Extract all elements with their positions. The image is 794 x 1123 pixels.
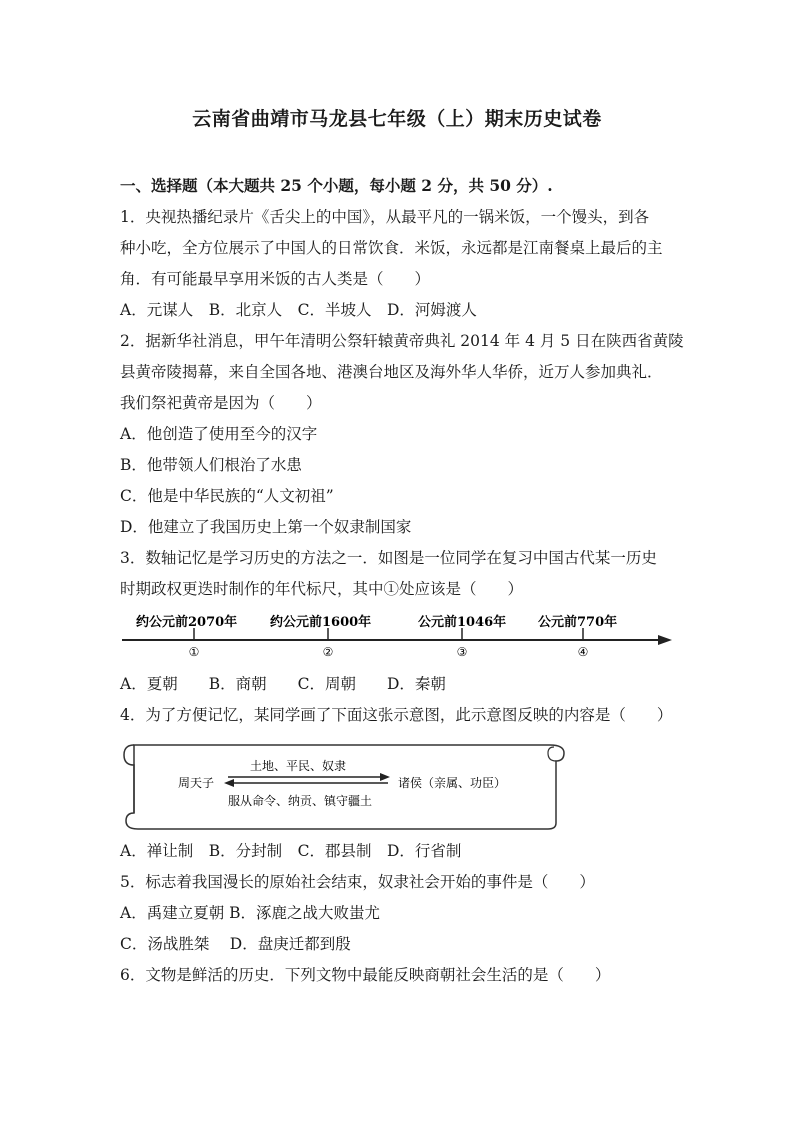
q3-options: A．夏朝 B．商朝 C．周朝 D．秦朝	[120, 675, 446, 693]
q3-line-1: 3．数轴记忆是学习历史的方法之一．如图是一位同学在复习中国古代某一历史	[120, 549, 657, 567]
q1-line-2: 种小吃，全方位展示了中国人的日常饮食．米饭，永远都是江南餐桌上最后的主	[120, 239, 663, 257]
q2-option-b: B．他带领人们根治了水患	[120, 456, 302, 474]
timeline-figure	[120, 604, 676, 664]
q2-line-3: 我们祭祀黄帝是因为（ ）	[120, 394, 322, 412]
diagram-right-label: 诸侯（亲属、功臣）	[398, 776, 507, 790]
scroll-left-curl	[124, 745, 134, 813]
q2-option-a: A．他创造了使用至今的汉字	[120, 425, 318, 443]
exam-title: 云南省曲靖市马龙县七年级（上）期末历史试卷	[192, 108, 602, 130]
scroll-diagram	[120, 737, 570, 833]
q1-line-3: 角．有可能最早享用米饭的古人类是（ ）	[120, 270, 431, 288]
timeline-arrow-icon	[658, 635, 672, 645]
diagram-bottom-label: 服从命令、纳贡、镇守疆土	[228, 794, 373, 808]
q1-options: A．元谋人 B．北京人 C．半坡人 D．河姆渡人	[120, 301, 477, 319]
q6-line: 6．文物是鲜活的历史．下列文物中最能反映商朝社会生活的是（ ）	[120, 966, 611, 984]
timeline-label-2: 约公元前1600年	[270, 615, 372, 630]
q5-options-1: A．禹建立夏朝 B．涿鹿之战大败蚩尤	[120, 904, 381, 922]
q5-options-2: C．汤战胜桀 D．盘庚迁都到殷	[120, 935, 351, 953]
timeline-marker-3: ③	[456, 645, 468, 659]
timeline-label-3: 公元前1046年	[418, 615, 507, 630]
q2-option-d: D．他建立了我国历史上第一个奴隶制国家	[120, 518, 412, 536]
timeline-label-1: 约公元前2070年	[136, 615, 238, 630]
section-heading: 一、选择题（本大题共 25 个小题，每小题 2 分，共 50 分）.	[120, 176, 553, 195]
q2-line-1: 2．据新华社消息，甲午年清明公祭轩辕黄帝典礼 2014 年 4 月 5 日在陕西省黄陵	[120, 332, 684, 350]
q4-options: A．禅让制 B．分封制 C．郡县制 D．行省制	[120, 842, 462, 860]
timeline-marker-2: ②	[322, 645, 334, 659]
q5-line: 5．标志着我国漫长的原始社会结束，奴隶社会开始的事件是（ ）	[120, 873, 595, 891]
q4-line: 4．为了方便记忆，某同学画了下面这张示意图，此示意图反映的内容是（ ）	[120, 706, 673, 724]
timeline-marker-4: ④	[577, 645, 589, 659]
q3-line-2: 时期政权更迭时制作的年代标尺，其中①处应该是（ ）	[120, 580, 524, 598]
timeline-marker-1: ①	[188, 645, 200, 659]
diagram-left-label: 周天子	[178, 776, 215, 790]
q2-option-c: C．他是中华民族的“人文初祖”	[120, 487, 334, 505]
q2-line-2: 县黄帝陵揭幕，来自全国各地、港澳台地区及海外华人华侨，近万人参加典礼．	[120, 363, 663, 381]
q1-line-1: 1．央视热播纪录片《舌尖上的中国》，从最平凡的一锅米饭，一个馒头，到各	[120, 208, 650, 226]
timeline-label-4: 公元前770年	[538, 615, 618, 630]
diagram-top-label: 土地、平民、奴隶	[250, 759, 347, 773]
